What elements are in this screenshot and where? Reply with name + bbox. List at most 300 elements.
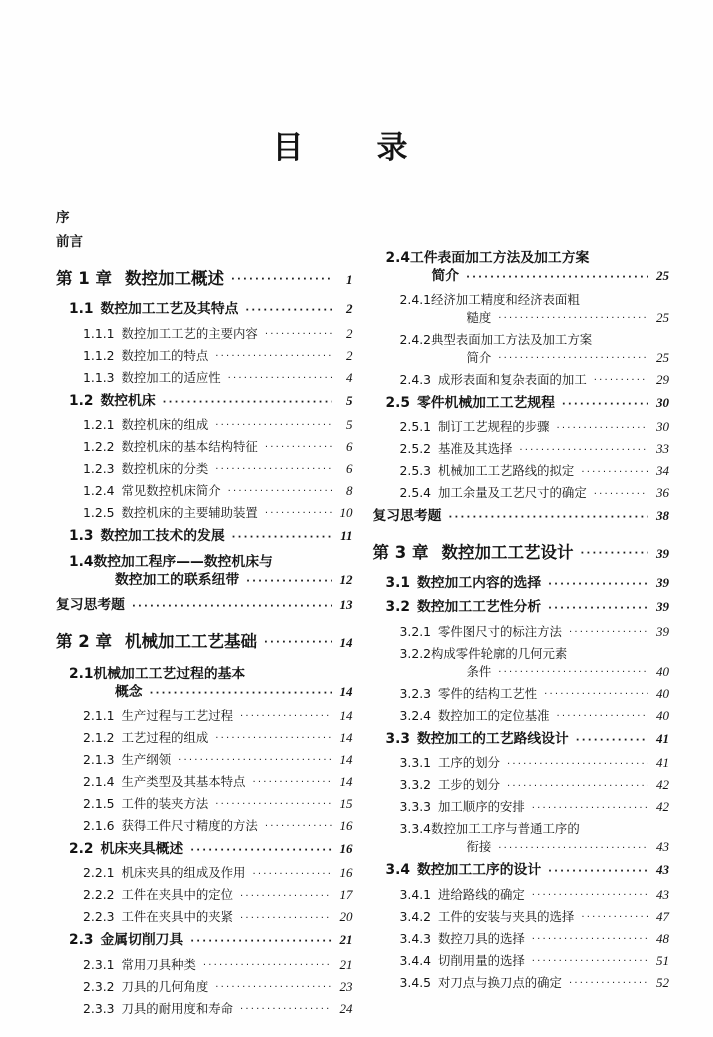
dot-leader: [252, 867, 331, 883]
entry-label: 数控机床的分类: [121, 461, 209, 477]
entry-label: 工步的划分: [438, 777, 500, 793]
page-number: 4: [346, 369, 353, 385]
toc-entry: [373, 753, 670, 774]
toc-entry-continuation: [400, 662, 670, 683]
dot-leader: [150, 686, 332, 702]
page-number: 43: [656, 862, 669, 878]
toc-entry-continuation: [400, 308, 670, 329]
entry-number: 1.1.2: [83, 347, 115, 363]
entry-label: 常用刀具种类: [121, 956, 196, 972]
page-number: 14: [339, 707, 353, 723]
page-number: 21: [339, 956, 353, 972]
dot-leader: [569, 625, 648, 641]
toc-entry: [56, 728, 353, 749]
toc-entry: [56, 481, 353, 502]
toc-entry: [56, 772, 353, 793]
entry-label: 工件在夹具中的夹紧: [121, 909, 234, 925]
toc-entry: [56, 550, 353, 592]
dot-leader: [132, 599, 332, 615]
entry-label: 刀具的几何角度: [121, 978, 209, 994]
entry-label: 衔接: [466, 839, 492, 855]
entry-label: 条件: [466, 663, 492, 679]
entry-label: 概念: [115, 683, 143, 700]
entry-label: 数控机床的基本结构特征: [121, 439, 258, 455]
entry-label: 数控加工工艺性分析: [416, 599, 542, 616]
entry-number: 第 2 章: [56, 631, 112, 651]
entry-label: 数控加工概述: [124, 269, 224, 289]
entry-number: 1.1.3: [83, 369, 115, 385]
page-number: 6: [346, 439, 353, 455]
dot-leader: [569, 976, 648, 992]
page-title: [0, 122, 697, 167]
dot-leader: [532, 932, 648, 948]
entry-number: 2.5.1: [399, 419, 432, 435]
entry-label: 成形表面和复杂表面的加工: [438, 371, 587, 387]
entry-number: 2.3.1: [83, 956, 115, 972]
entry-number: 3.1: [385, 575, 410, 592]
dot-leader: [507, 757, 648, 773]
dot-leader: [178, 753, 331, 769]
toc-entry: [373, 885, 670, 906]
toc-entry: [56, 794, 353, 815]
page-number: 25: [656, 349, 669, 365]
entry-number: 1.2.2: [83, 439, 115, 455]
entry-label: 数控加工工艺设计: [441, 543, 574, 563]
page-number: 29: [656, 371, 669, 387]
entry-label: 切削用量的选择: [438, 952, 525, 968]
entry-label: 刀具的耐用度和寿命: [121, 1000, 234, 1016]
entry-label: 工件的安装与夹具的选择: [438, 908, 575, 924]
entry-number: 1.2.4: [83, 483, 115, 499]
page-number: 2: [346, 325, 353, 341]
dot-leader: [507, 779, 648, 795]
entry-number: 2.5.3: [399, 463, 432, 479]
entry-label: 经济加工精度和经济表面粗: [431, 291, 580, 307]
dot-leader: [203, 958, 332, 974]
page-number: 24: [339, 1000, 353, 1016]
toc-entry: [373, 540, 670, 566]
dot-leader: [594, 373, 648, 389]
toc-entry: [373, 506, 670, 528]
toc-entry: [373, 439, 670, 460]
page-number: 14: [339, 751, 353, 767]
dot-leader: [532, 954, 648, 970]
entry-number: 3.3.4: [399, 821, 432, 837]
page-number: 40: [656, 685, 669, 701]
dot-leader: [548, 577, 648, 593]
entry-label: 数控加工的适应性: [121, 369, 221, 385]
entry-number: 2.1: [69, 665, 94, 682]
entry-number: 2.4.2: [399, 331, 432, 347]
page-number: 6: [346, 461, 353, 477]
dot-leader: [498, 311, 648, 327]
toc-entry: [56, 816, 353, 837]
entry-label: 前言: [56, 233, 83, 250]
entry-number: 1.2.1: [83, 417, 115, 432]
dot-leader: [532, 801, 648, 817]
toc-entry: [56, 750, 353, 771]
toc-entry: [56, 907, 353, 928]
toc-entry-continuation: [400, 348, 670, 369]
toc-entry: [56, 415, 353, 436]
dot-leader: [557, 709, 648, 725]
page-number: 43: [656, 886, 669, 902]
dot-leader: [498, 665, 648, 681]
entry-label: 机械加工工艺过程的基本: [93, 665, 246, 682]
page-number: 39: [656, 575, 669, 591]
toc-entry: [373, 929, 670, 950]
page-number: 36: [656, 485, 669, 501]
toc-entry: [56, 437, 353, 458]
entry-label: 数控机床的组成: [121, 417, 209, 432]
dot-leader: [163, 395, 332, 411]
toc-entry: [56, 863, 353, 884]
toc-entry: [373, 246, 670, 288]
page-number: 11: [340, 528, 353, 544]
toc-entry: [56, 955, 353, 976]
page-number: 43: [656, 839, 669, 855]
toc-entry: [373, 573, 670, 595]
page-number: 23: [339, 978, 353, 994]
toc-entry: [373, 461, 670, 482]
entry-label: 典型表面加工方法及加工方案: [431, 331, 593, 347]
toc-entry-line: [69, 550, 353, 570]
dot-leader: [466, 270, 648, 286]
entry-number: 2.4.3: [399, 371, 432, 387]
dot-leader: [562, 397, 648, 413]
page-number: 39: [656, 546, 669, 562]
entry-label: 简介: [431, 267, 460, 284]
page-title-char: 目: [272, 130, 305, 166]
page-number: 48: [656, 930, 669, 946]
entry-label: 序: [56, 210, 70, 226]
entry-number: 1.2.5: [83, 505, 115, 521]
page-number: 25: [656, 267, 669, 283]
entry-label: 工件表面加工方法及加工方案: [409, 249, 590, 266]
entry-number: 2.1.3: [83, 751, 115, 767]
entry-number: 第 1 章: [56, 269, 112, 289]
toc-entry-continuation: [69, 682, 353, 704]
toc-entry: [56, 346, 353, 367]
toc-entry: [56, 231, 353, 255]
entry-label: 数控刀具的选择: [438, 930, 525, 946]
toc-entry: [56, 266, 353, 292]
dot-leader: [498, 841, 648, 857]
dot-leader: [557, 421, 648, 437]
dot-leader: [232, 530, 332, 546]
toc-entry: [56, 391, 353, 413]
page-number: 14: [339, 683, 353, 699]
entry-label: 数控加工工艺及其特点: [100, 301, 239, 318]
page-number: 5: [346, 392, 353, 408]
page-number: 16: [339, 841, 353, 857]
entry-number: 3.2.1: [399, 623, 432, 639]
entry-number: 2.1.2: [83, 729, 115, 745]
entry-label: 零件机械加工工艺规程: [416, 394, 555, 411]
dot-leader: [240, 1002, 331, 1018]
entry-number: 2.2.3: [83, 909, 115, 925]
toc-entry: [373, 370, 670, 391]
page-number: 20: [339, 909, 353, 925]
entry-number: 3.4.4: [399, 952, 432, 968]
entry-number: 1.4: [69, 554, 94, 571]
page-number: 17: [339, 887, 353, 903]
page-number: 30: [656, 419, 669, 435]
toc-entry-line: [400, 819, 670, 837]
entry-label: 数控加工工序的设计: [416, 862, 542, 879]
page-number: 25: [656, 309, 669, 325]
page-number: 14: [339, 729, 353, 745]
dot-leader: [215, 797, 331, 813]
dot-leader: [215, 731, 331, 747]
dot-leader: [252, 775, 331, 791]
entry-number: 1.2.3: [83, 461, 115, 477]
toc-columns: [0, 167, 713, 1021]
toc-entry: [373, 290, 670, 329]
toc-entry: [373, 684, 670, 705]
dot-leader: [215, 462, 331, 478]
page-number: 5: [346, 417, 353, 432]
entry-label: 机械加工工艺基础: [124, 631, 257, 651]
toc-entry: [56, 207, 353, 231]
entry-label: 加工余量及工艺尺寸的确定: [438, 485, 587, 501]
dot-leader: [231, 272, 332, 288]
entry-number: 2.2: [69, 841, 94, 858]
dot-leader: [498, 351, 648, 367]
entry-label: 数控加工程序——数控机床与: [93, 554, 273, 571]
dot-leader: [532, 888, 648, 904]
page-number: 40: [656, 663, 669, 679]
toc-entry: [56, 706, 353, 727]
entry-number: 2.1.6: [83, 818, 115, 834]
page-number: 39: [656, 599, 669, 615]
page-number: 40: [656, 707, 669, 723]
entry-number: 1.1: [69, 301, 94, 318]
entry-number: 第 3 章: [372, 543, 429, 563]
toc-entry: [373, 393, 670, 415]
toc-column-right: [373, 207, 670, 1021]
page-number: 2: [346, 347, 353, 363]
entry-number: 3.3.2: [399, 777, 432, 793]
entry-number: 3.2.3: [399, 685, 432, 701]
entry-number: 3.2.4: [399, 707, 432, 723]
dot-leader: [576, 733, 648, 749]
entry-label: 数控机床: [100, 392, 156, 409]
page-number: 12: [339, 572, 353, 588]
dot-leader: [246, 574, 331, 590]
entry-label: 制订工艺规程的步骤: [438, 419, 550, 435]
entry-label: 工件在夹具中的定位: [121, 887, 234, 903]
page-number: 8: [346, 483, 353, 499]
toc-entry: [56, 662, 353, 704]
toc-entry: [373, 907, 670, 928]
toc-entry-continuation: [69, 570, 353, 592]
entry-number: 1.3: [69, 528, 94, 545]
dot-leader: [264, 635, 332, 651]
toc-entry: [373, 819, 670, 858]
page-number: 15: [339, 796, 353, 812]
entry-label: 加工顺序的安排: [438, 799, 525, 815]
page-number: 42: [656, 799, 669, 815]
toc-entry: [56, 885, 353, 906]
toc-entry: [56, 930, 353, 952]
dot-leader: [245, 303, 331, 319]
entry-number: 3.4.1: [399, 886, 432, 902]
entry-label: 工序的划分: [438, 755, 500, 771]
entry-label: 工件的装夹方法: [121, 796, 209, 812]
entry-label: 零件的结构工艺性: [438, 685, 538, 701]
toc-entry: [373, 729, 670, 751]
dot-leader: [581, 465, 648, 481]
page-number: 42: [656, 777, 669, 793]
toc-entry: [373, 622, 670, 643]
entry-label: 进给路线的确定: [438, 886, 525, 902]
entry-label: 数控加工技术的发展: [100, 528, 225, 545]
page-number: 51: [656, 952, 669, 968]
dot-leader: [228, 484, 332, 500]
entry-number: 2.5.2: [399, 441, 432, 457]
entry-number: 3.4: [385, 862, 410, 879]
toc-entry-line: [400, 290, 670, 308]
toc-entry: [373, 330, 670, 369]
entry-number: 2.3.3: [83, 1000, 115, 1016]
toc-entry: [373, 597, 670, 619]
entry-number: 1.1.1: [83, 325, 115, 341]
toc-entry: [373, 706, 670, 727]
entry-label: 数控加工工艺的主要内容: [121, 325, 258, 341]
toc-entry: [56, 595, 353, 617]
toc-entry: [56, 299, 353, 321]
toc-entry: [373, 797, 670, 818]
dot-leader: [215, 418, 331, 434]
dot-leader: [265, 506, 332, 522]
dot-leader: [548, 601, 648, 617]
entry-number: 1.2: [69, 392, 94, 409]
entry-label: 糙度: [466, 309, 492, 325]
entry-label: 对刀点与换刀点的确定: [438, 974, 562, 990]
toc-entry: [56, 459, 353, 480]
page-number: 14: [339, 634, 353, 650]
toc-entry: [56, 526, 353, 548]
entry-number: 2.1.4: [83, 774, 115, 789]
toc-entry-continuation: [400, 837, 670, 858]
entry-number: 3.4.2: [399, 908, 432, 924]
toc-entry: [373, 417, 670, 438]
entry-number: 3.3.1: [399, 755, 432, 771]
entry-label: 数控加工内容的选择: [416, 575, 542, 592]
entry-number: 3.4.5: [399, 974, 432, 990]
page-number: 38: [656, 508, 669, 524]
entry-label: 获得工件尺寸精度的方法: [121, 818, 258, 834]
toc-entry: [56, 324, 353, 345]
entry-label: 数控加工的特点: [121, 347, 209, 363]
dot-leader: [265, 440, 332, 456]
entry-label: 数控加工工序与普通工序的: [431, 821, 580, 837]
entry-number: 2.2.1: [83, 865, 115, 881]
dot-leader: [190, 934, 331, 950]
dot-leader: [240, 889, 331, 905]
entry-number: 2.2.2: [83, 887, 115, 903]
page-number: 1: [346, 272, 353, 288]
toc-entry-line: [400, 330, 670, 348]
dot-leader: [548, 864, 648, 880]
dot-leader: [215, 349, 331, 365]
entry-number: 3.2: [385, 599, 410, 616]
entry-number: 2.1.5: [83, 796, 115, 812]
entry-label: 生产纲领: [121, 751, 172, 767]
entry-label: 生产过程与工艺过程: [121, 707, 234, 723]
page-number: 47: [656, 908, 669, 924]
page-number: 16: [339, 818, 353, 834]
dot-leader: [581, 910, 648, 926]
dot-leader: [265, 327, 332, 343]
toc-entry: [56, 839, 353, 861]
toc-entry: [56, 368, 353, 389]
toc-entry: [56, 629, 353, 655]
toc-entry: [373, 860, 670, 882]
entry-label: 数控加工的联系纽带: [115, 572, 240, 589]
toc-entry-line: [400, 644, 670, 662]
entry-number: 3.4.3: [399, 930, 432, 946]
entry-label: 数控机床的主要辅助装置: [121, 505, 258, 521]
dot-leader: [519, 443, 648, 459]
entry-label: 复习思考题: [56, 596, 125, 613]
entry-number: 2.5.4: [399, 485, 432, 501]
entry-number: 3.3: [385, 730, 410, 747]
dot-leader: [448, 510, 648, 526]
dot-leader: [265, 819, 332, 835]
entry-label: 机床夹具的组成及作用: [121, 865, 246, 881]
entry-number: 2.5: [385, 394, 410, 411]
page-number: 14: [339, 774, 353, 789]
page-number: 41: [656, 730, 669, 746]
entry-number: 2.1.1: [83, 707, 115, 723]
entry-label: 机械加工工艺路线的拟定: [438, 463, 575, 479]
dot-leader: [228, 371, 332, 387]
entry-label: 基准及其选择: [438, 441, 513, 457]
page-number: 21: [339, 932, 353, 948]
entry-label: 零件图尺寸的标注方法: [438, 623, 562, 639]
dot-leader: [240, 911, 331, 927]
page-number: 2: [346, 301, 353, 317]
entry-number: 3.3.3: [399, 799, 432, 815]
toc-entry: [373, 644, 670, 683]
entry-number: 2.4.1: [399, 291, 432, 307]
entry-label: 数控加工的工艺路线设计: [416, 730, 569, 747]
entry-label: 常见数控机床简介: [121, 483, 221, 499]
toc-entry: [373, 973, 670, 994]
entry-label: 构成零件轮廓的几何元素: [431, 645, 568, 661]
dot-leader: [215, 980, 331, 996]
page-number: 52: [656, 974, 669, 990]
dot-leader: [580, 546, 648, 562]
entry-label: 生产类型及其基本特点: [121, 774, 246, 789]
dot-leader: [190, 843, 331, 859]
entry-label: 金属切削刀具: [100, 932, 184, 949]
entry-number: 2.3.2: [83, 978, 115, 994]
page-number: 39: [656, 623, 669, 639]
entry-number: 2.4: [385, 249, 410, 266]
toc-entry: [373, 775, 670, 796]
entry-number: 3.2.2: [399, 645, 432, 661]
page-number: 10: [339, 505, 353, 521]
dot-leader: [544, 687, 648, 703]
entry-label: 数控加工的定位基准: [438, 707, 550, 723]
entry-label: 机床夹具概述: [100, 841, 184, 858]
entry-number: 2.3: [69, 932, 94, 949]
entry-label: 工艺过程的组成: [121, 729, 209, 745]
toc-entry: [373, 951, 670, 972]
